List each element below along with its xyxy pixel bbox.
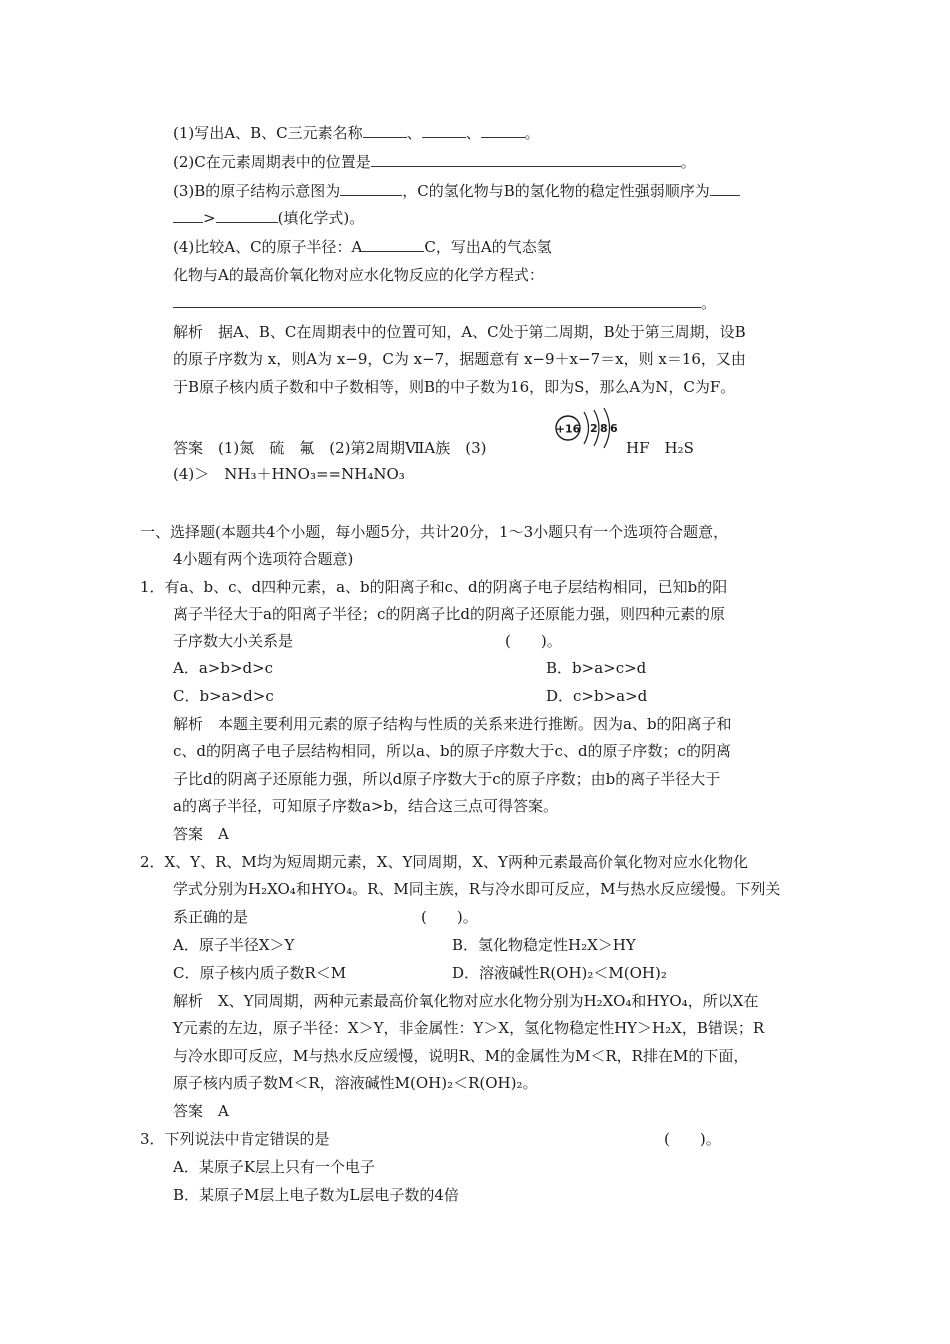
- q-part4-line2: 化物与A的最高价氧化物对应水化物反应的化学方程式：: [173, 266, 544, 284]
- answer-blank[interactable]: [173, 208, 203, 223]
- question-stem: 学式分别为H₂XO₄和HYO₄。R、M同主族，R与冷水即可反应，M与热水反应缓慢。下列关: [173, 880, 781, 898]
- analysis-line: c、d的阴离子电子层结构相同，所以a、b的原子序数大于c、d的原子序数；c的阴离: [173, 742, 731, 760]
- answer-blank[interactable]: [371, 152, 681, 167]
- analysis-line: 的原子序数为 x，则A为 x−9，C为 x−7，据题意有 x−9＋x−7＝x，则 x＝16，又由: [173, 350, 746, 368]
- section-header: 4小题有两个选项符合题意): [173, 550, 354, 568]
- analysis-line: 与冷水即可反应，M与热水反应缓慢，说明R、M的金属性为M＜R，R排在M的下面，: [173, 1047, 749, 1065]
- analysis-line: 解析 X、Y同周期，两种元素最高价氧化物对应水化物分别为H₂XO₄和HYO₄，所以X在: [173, 992, 759, 1010]
- analysis-line: Y元素的左边，原子半径：X＞Y，非金属性：Y＞X，氢化物稳定性HY＞H₂X，B错误；R: [173, 1019, 765, 1037]
- option-b[interactable]: B．b>a>c>d: [546, 659, 647, 677]
- analysis-line: a的离子半径，可知原子序数a>b，结合这三点可得答案。: [173, 797, 559, 815]
- q-part1-text: (1)写出A、B、C三元素名称: [173, 124, 363, 142]
- answer-line: (4)＞ NH₃＋HNO₃==NH₄NO₃: [173, 465, 405, 483]
- q-part3-text: ，C的氢化物与B的氢化物的稳定性强弱顺序为: [402, 182, 710, 200]
- q-part4-text: (4)比较A、C的原子半径：A: [173, 238, 363, 256]
- analysis-line: 子比d的阴离子还原能力强，所以d原子序数大于c的原子序数；由b的离子半径大于: [173, 770, 721, 788]
- answer-paren[interactable]: ( )。: [505, 632, 562, 650]
- analysis-line: 原子核内质子数M＜R，溶液碱性M(OH)₂＜R(OH)₂。: [173, 1074, 538, 1092]
- answer-line: 答案 A: [173, 1102, 229, 1120]
- answer-line: 答案 (1)氮 硫 氟 (2)第2周期ⅦA族 (3): [173, 439, 487, 457]
- option-c[interactable]: C．原子核内质子数R＜M: [173, 964, 347, 982]
- q-part3-line1: [173, 180, 740, 202]
- option-d[interactable]: D．c>b>a>d: [546, 687, 648, 705]
- answer-paren[interactable]: ( )。: [664, 1130, 721, 1148]
- question-stem: 1．有a、b、c、d四种元素，a、b的阳离子和c、d的阴离子电子层结构相同，已知b的阳: [140, 578, 728, 596]
- q-part3-text: (填化学式)。: [277, 209, 365, 227]
- answer-blank[interactable]: [481, 123, 525, 138]
- period: 。: [680, 153, 696, 171]
- option-a[interactable]: A．原子半径X＞Y: [173, 936, 295, 954]
- question-stem: 3．下列说法中肯定错误的是: [140, 1130, 330, 1148]
- q-part3-line2: [173, 207, 364, 229]
- answer-paren[interactable]: ( )。: [421, 908, 478, 926]
- atom-structure-diagram: [548, 404, 628, 452]
- analysis-line: 解析 据A、B、C在周期表中的位置可知，A、C处于第二周期，B处于第三周期，设B: [173, 323, 746, 341]
- answer-blank[interactable]: [340, 181, 402, 196]
- separator: 、: [406, 124, 422, 142]
- shell-electron-count: 8: [600, 422, 608, 435]
- option-d[interactable]: D．溶液碱性R(OH)₂＜M(OH)₂: [452, 964, 667, 982]
- answer-line: 答案 A: [173, 825, 229, 843]
- q-part4-text: C，写出A的气态氢: [424, 238, 552, 256]
- q-part1: [173, 122, 540, 144]
- answer-blank[interactable]: [362, 237, 424, 252]
- separator: 、: [465, 124, 481, 142]
- answer-blank[interactable]: [422, 123, 466, 138]
- analysis-line: 于B原子核内质子数和中子数相等，则B的中子数为16，即为S，那么A为N，C为F。: [173, 378, 736, 396]
- question-stem: 离子半径大于a的阳离子半径；c的阴离子比d的阴离子还原能力强，则四种元素的原: [173, 605, 725, 623]
- option-b[interactable]: B．氢化物稳定性H₂X＞HY: [452, 936, 636, 954]
- option-b[interactable]: B．某原子M层上电子数为L层电子数的4倍: [173, 1186, 459, 1204]
- question-stem: 子序数大小关系是: [173, 632, 294, 650]
- answer-blank[interactable]: [710, 181, 740, 196]
- period: 。: [701, 294, 717, 312]
- period: 。: [524, 124, 540, 142]
- question-stem: 2．X、Y、R、M均为短周期元素，X、Y同周期，X、Y两种元素最高价氧化物对应水化物化: [140, 853, 748, 871]
- electron-shell-arc: [584, 412, 589, 444]
- option-a[interactable]: A．某原子K层上只有一个电子: [173, 1158, 376, 1176]
- q-part3-text: (3)B的原子结构示意图为: [173, 182, 341, 200]
- answer-blank[interactable]: [363, 123, 407, 138]
- option-c[interactable]: C．b>a>d>c: [173, 687, 274, 705]
- q-part4-line3: [173, 292, 716, 314]
- shell-electron-count: 2: [590, 422, 598, 435]
- answer-blank[interactable]: [216, 208, 278, 223]
- q-part2: [173, 151, 696, 173]
- option-a[interactable]: A．a>b>d>c: [173, 659, 274, 677]
- shell-electron-count: 6: [610, 422, 618, 435]
- nucleus-charge: +16: [555, 422, 581, 436]
- answer-blank[interactable]: [173, 293, 701, 308]
- q-part2-text: (2)C在元素周期表中的位置是: [173, 153, 371, 171]
- question-stem: 系正确的是: [173, 908, 249, 926]
- q-part4-line1: [173, 236, 552, 258]
- answer-tail: HF H₂S: [626, 439, 694, 457]
- analysis-line: 解析 本题主要利用元素的原子结构与性质的关系来进行推断。因为a、b的阳离子和: [173, 715, 732, 733]
- gt-sign: >: [203, 209, 216, 227]
- section-header: 一、选择题(本题共4个小题，每小题5分，共计20分，1～3小题只有一个选项符合题意，: [140, 523, 729, 541]
